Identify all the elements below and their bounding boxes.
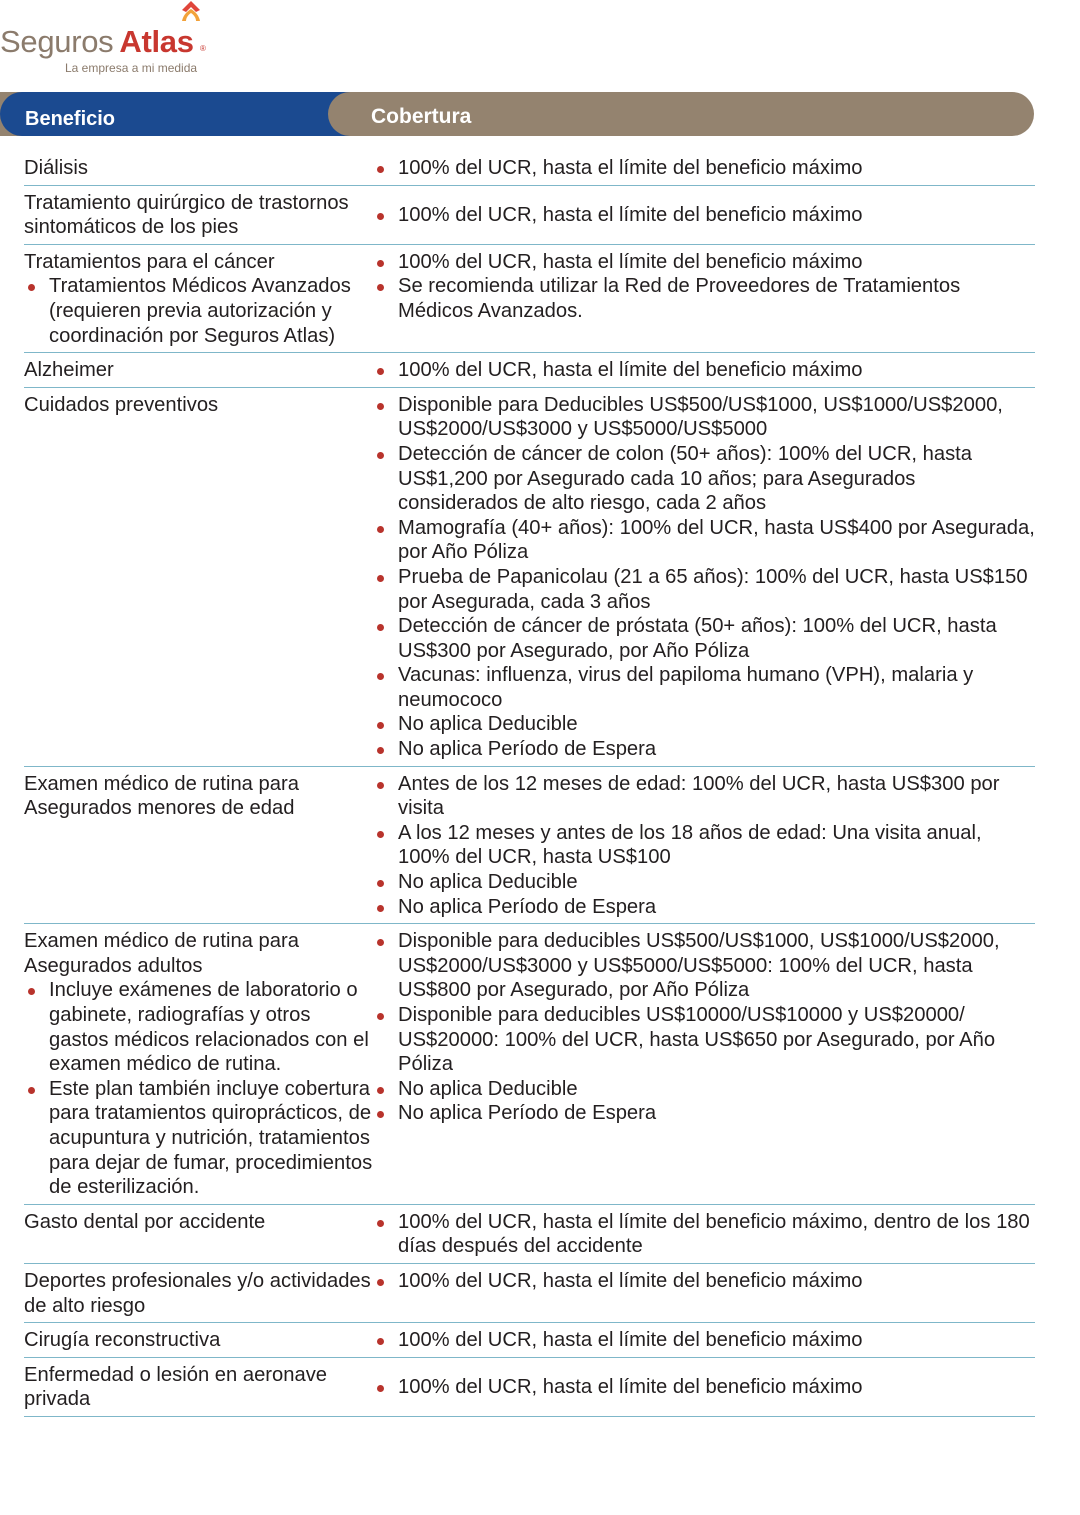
coverage-item: No aplica Período de Espera — [373, 895, 1035, 920]
coverage-cell — [373, 1269, 1035, 1318]
brand-name — [0, 26, 194, 58]
benefit-cell — [24, 772, 373, 920]
table-row — [24, 151, 1035, 186]
benefit-cell — [24, 191, 373, 240]
coverage-cell — [373, 772, 1035, 920]
coverage-item: Antes de los 12 meses de edad: 100% del UCR, hasta US$300 por visita — [373, 772, 1035, 821]
benefit-cell — [24, 1210, 373, 1259]
benefit-title: Cuidados preventivos — [24, 393, 219, 416]
atlas-logo-icon — [176, 0, 206, 26]
coverage-cell — [373, 1210, 1035, 1259]
coverage-item: No aplica Deducible — [373, 712, 1035, 737]
coverage-item: Detección de cáncer de colon (50+ años): 100% del UCR, hasta US$1,200 por Asegurado cada 10 años; para Asegurados considerados de alto riesgo, cada 2 años — [373, 442, 1035, 516]
coverage-item: 100% del UCR, hasta el límite del beneficio máximo — [373, 1269, 1035, 1294]
registered-mark: ® — [200, 44, 206, 53]
coverage-cell — [373, 1363, 1035, 1412]
coverage-item: No aplica Deducible — [373, 1077, 1035, 1102]
benefit-bullet: Incluye exámenes de laboratorio o gabinete, radiografías y otros gastos médicos relacionados con el examen médico de rutina. — [24, 978, 373, 1076]
seguros-atlas-logo — [0, 0, 240, 80]
coverage-item: Disponible para deducibles US$500/US$1000, US$1000/US$2000, US$2000/US$3000 y US$5000/US$5000: 100% del UCR, hasta US$800 por Asegurado, por Año Póliza — [373, 929, 1035, 1003]
coverage-cell — [373, 358, 1035, 383]
table-row — [24, 388, 1035, 767]
benefit-cell — [24, 929, 373, 1200]
brand-tagline: La empresa a mi medida — [65, 61, 198, 75]
coverage-item: 100% del UCR, hasta el límite del beneficio máximo — [373, 156, 1035, 181]
benefit-title: Examen médico de rutina para Asegurados adultos — [24, 930, 299, 977]
table-row — [24, 1323, 1035, 1358]
coverage-item: 100% del UCR, hasta el límite del beneficio máximo, dentro de los 180 días después del accidente — [373, 1210, 1035, 1259]
benefit-title: Diálisis — [24, 157, 88, 179]
coverage-item: A los 12 meses y antes de los 18 años de edad: Una visita anual, 100% del UCR, hasta US$100 — [373, 821, 1035, 870]
table-row — [24, 924, 1035, 1205]
table-header — [0, 92, 1034, 136]
table-row — [24, 1358, 1035, 1417]
benefit-title: Gasto dental por accidente — [24, 1210, 266, 1233]
coverage-cell — [373, 191, 1035, 240]
benefit-cell — [24, 1328, 373, 1353]
benefit-cell — [24, 1363, 373, 1412]
coverage-item: 100% del UCR, hasta el límite del beneficio máximo — [373, 358, 1035, 383]
table-row — [24, 245, 1035, 353]
coverage-item: No aplica Deducible — [373, 870, 1035, 895]
coverage-item: Se recomienda utilizar la Red de Proveedores de Tratamientos Médicos Avanzados. — [373, 274, 1035, 323]
coverage-cell — [373, 393, 1035, 762]
coverage-item: 100% del UCR, hasta el límite del beneficio máximo — [373, 1375, 1035, 1400]
table-row — [24, 186, 1035, 245]
coverage-item: 100% del UCR, hasta el límite del beneficio máximo — [373, 203, 1035, 228]
benefit-title: Enfermedad o lesión en aeronave privada — [24, 1363, 328, 1411]
benefit-title: Deportes profesionales y/o actividades de alto riesgo — [24, 1269, 371, 1317]
benefit-title: Tratamientos para el cáncer — [24, 250, 275, 273]
coverage-item: Detección de cáncer de próstata (50+ años): 100% del UCR, hasta US$300 por Asegurado, por Año Póliza — [373, 614, 1035, 663]
benefit-title: Alzheimer — [24, 359, 114, 382]
coverage-item: 100% del UCR, hasta el límite del beneficio máximo — [373, 1328, 1035, 1353]
benefit-header-label: Beneficio — [25, 108, 116, 130]
coverage-item: No aplica Período de Espera — [373, 737, 1035, 762]
coverage-cell — [373, 156, 1035, 181]
table-row — [24, 1205, 1035, 1264]
benefit-cell — [24, 393, 373, 762]
table-row — [24, 1264, 1035, 1323]
benefit-cell — [24, 156, 373, 181]
benefit-title: Cirugía reconstructiva — [24, 1329, 221, 1352]
table-row — [24, 767, 1035, 925]
coverage-item: Disponible para deducibles US$10000/US$10000 y US$20000/ US$20000: 100% del UCR, hasta US$650 por Asegurado, por Año Póliza — [373, 1003, 1035, 1077]
benefit-cell — [24, 1269, 373, 1318]
benefit-title: Examen médico de rutina para Asegurados menores de edad — [24, 772, 299, 820]
coverage-cell — [373, 1328, 1035, 1353]
coverage-cell — [373, 250, 1035, 348]
coverage-cell — [373, 929, 1035, 1200]
coverage-item: 100% del UCR, hasta el límite del beneficio máximo — [373, 250, 1035, 275]
benefit-cell — [24, 358, 373, 383]
coverage-item: Mamografía (40+ años): 100% del UCR, hasta US$400 por Asegurada, por Año Póliza — [373, 516, 1035, 565]
brand-name-part1: Seguros — [0, 24, 114, 59]
coverage-item: No aplica Período de Espera — [373, 1101, 1035, 1126]
benefit-bullet: Tratamientos Médicos Avanzados (requieren previa autorización y coordinación por Seguros Atlas) — [24, 274, 373, 348]
benefits-table — [24, 151, 1035, 1417]
benefit-bullet: Este plan también incluye cobertura para tratamientos quiroprácticos, de acupuntura y nutrición, tratamientos para dejar de fumar, procedimientos de esterilización. — [24, 1077, 373, 1200]
coverage-item: Prueba de Papanicolau (21 a 65 años): 100% del UCR, hasta US$150 por Asegurada, cada 3 años — [373, 565, 1035, 614]
coverage-header-label: Cobertura — [371, 105, 472, 128]
brand-name-part2: Atlas — [119, 24, 194, 59]
benefit-title: Tratamiento quirúrgico de trastornos sintomáticos de los pies — [24, 191, 349, 239]
benefit-cell — [24, 250, 373, 348]
table-row — [24, 353, 1035, 388]
coverage-item: Vacunas: influenza, virus del papiloma humano (VPH), malaria y neumococo — [373, 663, 1035, 712]
coverage-item: Disponible para Deducibles US$500/US$1000, US$1000/US$2000, US$2000/US$3000 y US$5000/US$5000 — [373, 393, 1035, 442]
